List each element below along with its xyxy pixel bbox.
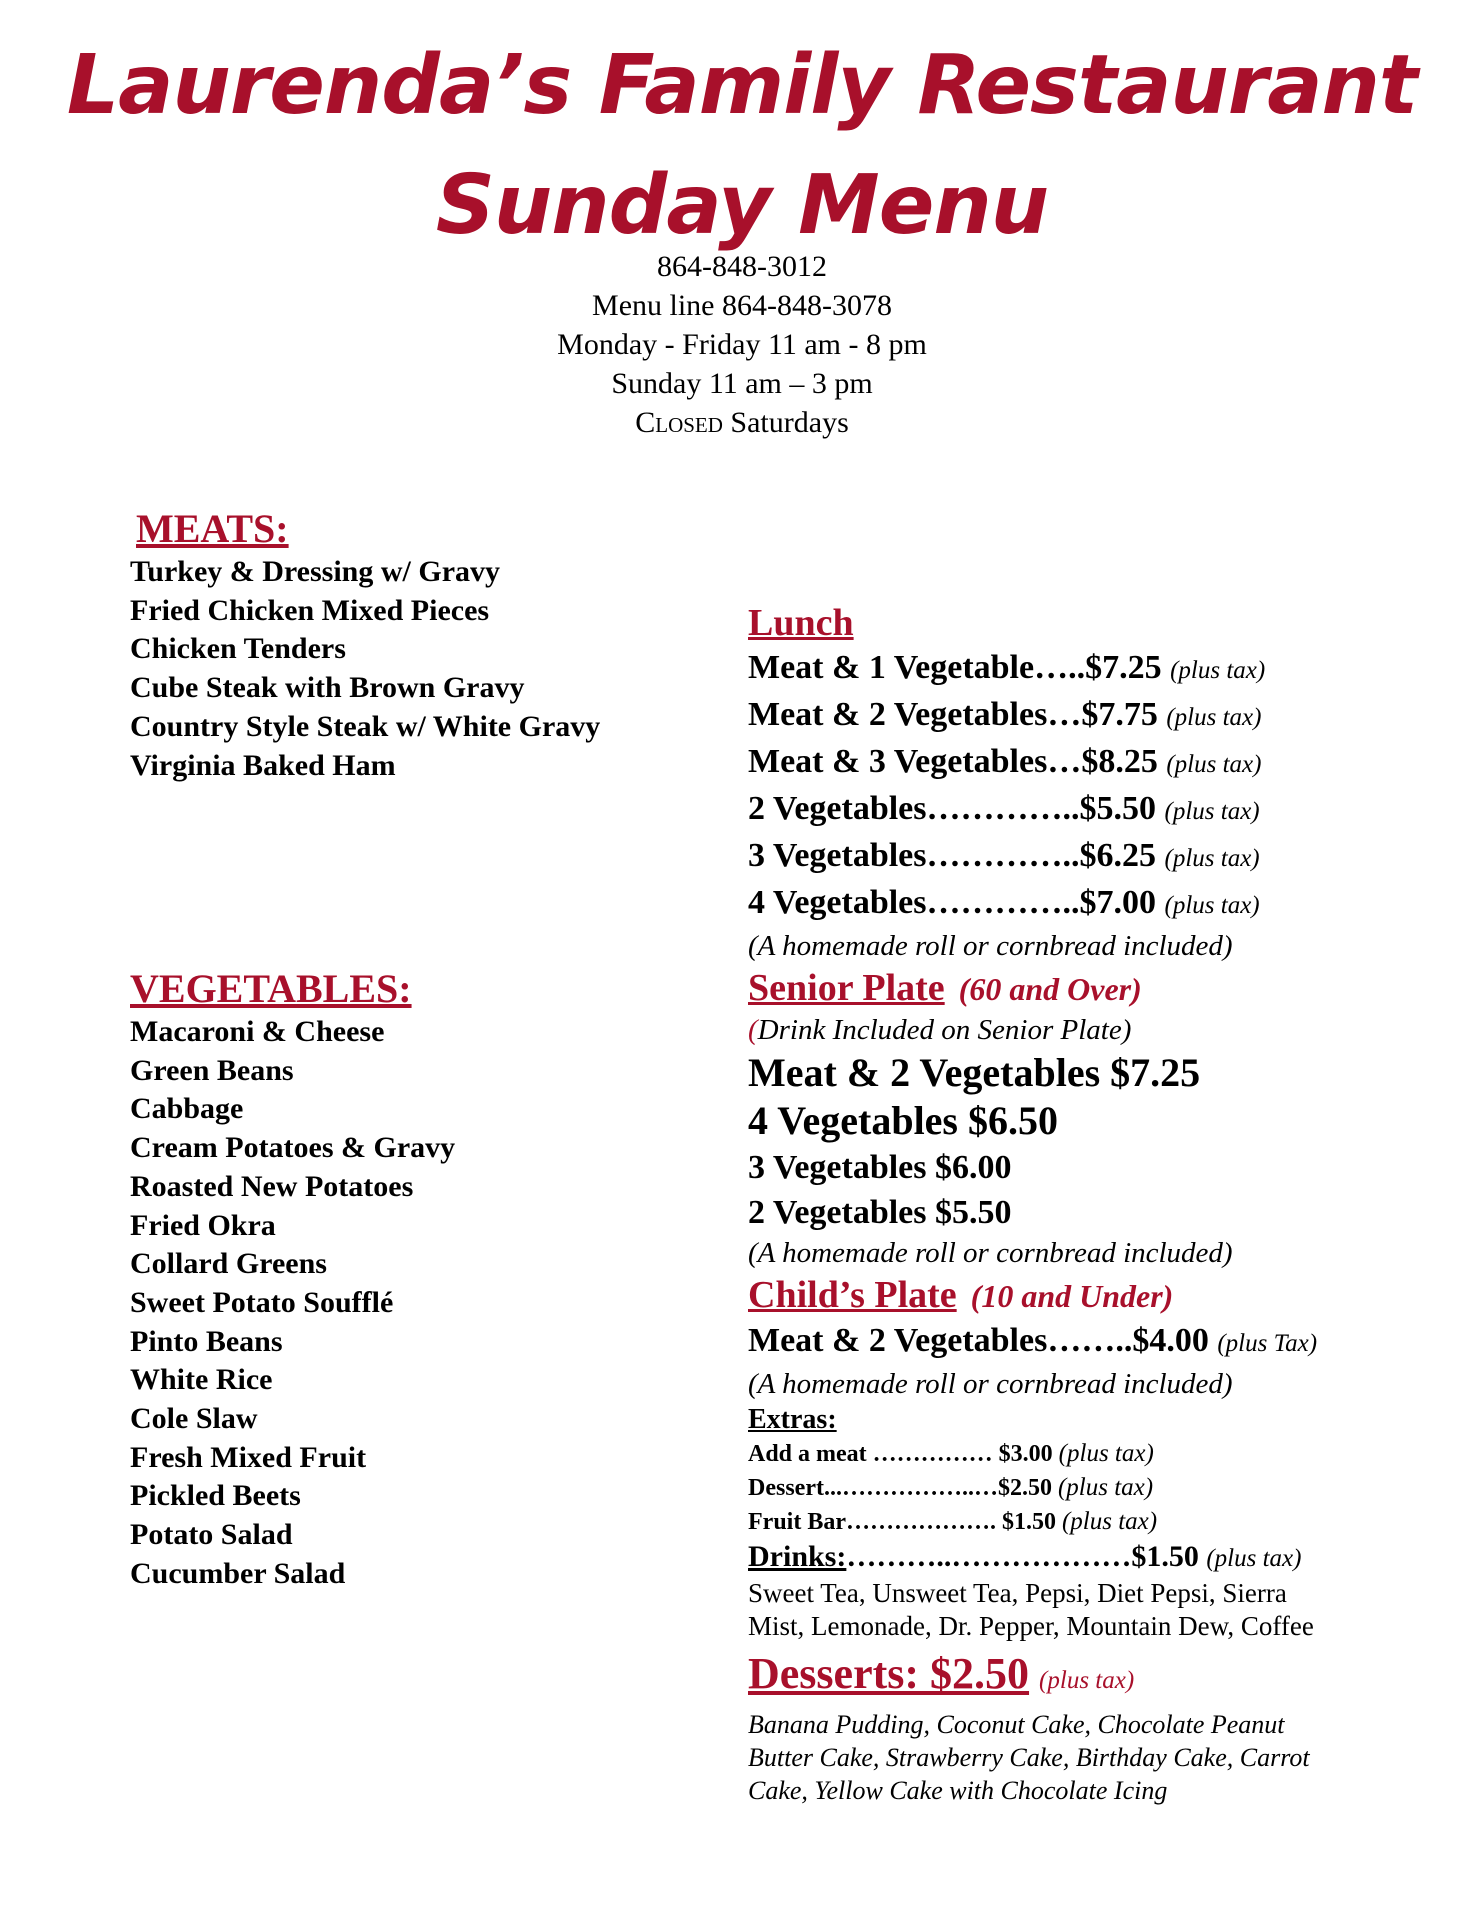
menu-line: Menu line 864-848-3078 bbox=[592, 289, 892, 322]
extra-item bbox=[748, 1505, 1448, 1539]
drinks-label: Drinks: bbox=[748, 1540, 847, 1573]
lunch-item bbox=[748, 787, 1448, 834]
senior-note-text: Drink Included on Senior Plate) bbox=[757, 1014, 1132, 1046]
vegetables-heading: VEGETABLES: bbox=[130, 966, 412, 1011]
closed-notice bbox=[0, 403, 1484, 442]
meats-heading: MEATS: bbox=[136, 506, 289, 551]
desserts-heading bbox=[748, 1647, 1448, 1708]
tax-note: (plus tax) bbox=[1170, 657, 1266, 684]
phone-number: 864-848-3012 bbox=[657, 250, 827, 283]
lunch-item bbox=[748, 740, 1448, 787]
extra-item-text: Add a meat …………… $3.00 bbox=[748, 1441, 1053, 1467]
list-item: Fresh Mixed Fruit bbox=[130, 1440, 367, 1474]
extra-item bbox=[748, 1471, 1448, 1505]
list-item: Cole Slaw bbox=[130, 1402, 258, 1436]
lunch-item-text: Meat & 1 Vegetable…..$7.25 bbox=[748, 649, 1162, 686]
senior-note: (A homemade roll or cornbread included) bbox=[748, 1237, 1233, 1269]
list-item: Macaroni & Cheese bbox=[130, 1015, 385, 1048]
lunch-item-text: Meat & 2 Vegetables…$7.75 bbox=[748, 696, 1158, 733]
drinks-price: ………..………………$1.50 bbox=[846, 1540, 1199, 1573]
lunch-item-text: 2 Vegetables…………..$5.50 bbox=[748, 790, 1156, 827]
senior-item: 3 Vegetables $6.00 bbox=[748, 1149, 1012, 1186]
restaurant-title: Laurenda’s Family Restaurant bbox=[66, 38, 1418, 133]
lunch-item bbox=[748, 834, 1448, 881]
desserts-list: Banana Pudding, Coconut Cake, Chocolate Peanut bbox=[748, 1710, 1285, 1739]
drinks-line bbox=[748, 1539, 1448, 1577]
senior-note-paren: ( bbox=[748, 1014, 758, 1046]
hours-weekday: Monday - Friday 11 am - 8 pm bbox=[557, 328, 927, 361]
list-item: Pinto Beans bbox=[130, 1324, 283, 1358]
pricing-column bbox=[748, 600, 1448, 1807]
senior-heading bbox=[748, 965, 1448, 1012]
closed-word: Closed bbox=[635, 406, 723, 439]
list-item: Green Beans bbox=[130, 1053, 294, 1087]
list-item: Chicken Tenders bbox=[130, 632, 346, 666]
tax-note: (plus Tax) bbox=[1217, 1330, 1318, 1357]
tax-note: (plus tax) bbox=[1166, 704, 1262, 731]
list-item: Country Style Steak w/ White Gravy bbox=[130, 709, 601, 743]
drinks-list: Mist, Lemonade, Dr. Pepper, Mountain Dew, Coffee bbox=[748, 1611, 1314, 1641]
list-item: Cube Steak with Brown Gravy bbox=[130, 671, 525, 705]
lunch-note: (A homemade roll or cornbread included) bbox=[748, 930, 1233, 962]
closed-day: Saturdays bbox=[722, 406, 849, 439]
list-item: Potato Salad bbox=[130, 1518, 293, 1552]
desserts-list: Butter Cake, Strawberry Cake, Birthday Cake, Carrot bbox=[748, 1743, 1310, 1772]
lunch-item bbox=[748, 881, 1448, 928]
child-qualifier: (10 and Under) bbox=[970, 1278, 1174, 1314]
tax-note: (plus tax) bbox=[1061, 1508, 1158, 1535]
senior-item: Meat & 2 Vegetables $7.25 bbox=[748, 1050, 1201, 1095]
meats-section bbox=[130, 505, 690, 785]
lunch-item-text: 3 Vegetables…………..$6.25 bbox=[748, 837, 1156, 874]
extra-item bbox=[748, 1437, 1448, 1471]
extras-heading: Extras: bbox=[748, 1404, 837, 1435]
list-item: Roasted New Potatoes bbox=[130, 1169, 414, 1203]
lunch-item bbox=[748, 693, 1448, 740]
child-note: (A homemade roll or cornbread included) bbox=[748, 1368, 1233, 1400]
child-item bbox=[748, 1319, 1448, 1366]
senior-drink-note bbox=[748, 1012, 1448, 1049]
drinks-list: Sweet Tea, Unsweet Tea, Pepsi, Diet Pepsi, Sierra bbox=[748, 1578, 1287, 1608]
hours-sunday: Sunday 11 am – 3 pm bbox=[611, 367, 873, 400]
tax-note: (plus tax) bbox=[1164, 892, 1260, 919]
list-item: Pickled Beets bbox=[130, 1479, 301, 1513]
lunch-item bbox=[748, 646, 1448, 693]
senior-item: 2 Vegetables $5.50 bbox=[748, 1194, 1012, 1231]
lunch-heading: Lunch bbox=[748, 602, 854, 644]
tax-note: (plus tax) bbox=[1164, 845, 1260, 872]
list-item: Collard Greens bbox=[130, 1247, 327, 1281]
senior-item: 4 Vegetables $6.50 bbox=[748, 1098, 1058, 1143]
child-heading-text: Child’s Plate bbox=[748, 1274, 957, 1316]
senior-qualifier: (60 and Over) bbox=[958, 971, 1142, 1007]
child-item-text: Meat & 2 Vegetables……..$4.00 bbox=[748, 1322, 1209, 1359]
list-item: White Rice bbox=[130, 1363, 273, 1397]
tax-note: (plus tax) bbox=[1039, 1667, 1135, 1694]
list-item: Virginia Baked Ham bbox=[130, 748, 396, 782]
list-item: Fried Chicken Mixed Pieces bbox=[130, 593, 490, 627]
desserts-heading-text: Desserts: $2.50 bbox=[748, 1649, 1030, 1698]
desserts-list: Cake, Yellow Cake with Chocolate Icing bbox=[748, 1776, 1168, 1805]
senior-heading-text: Senior Plate bbox=[748, 967, 945, 1009]
tax-note: (plus tax) bbox=[1206, 1545, 1302, 1572]
tax-note: (plus tax) bbox=[1057, 1474, 1154, 1501]
extra-item-text: Fruit Bar………………. $1.50 bbox=[748, 1509, 1056, 1535]
extra-item-text: Dessert...……………..…$2.50 bbox=[748, 1475, 1052, 1501]
list-item: Cucumber Salad bbox=[130, 1556, 346, 1590]
list-item: Turkey & Dressing w/ Gravy bbox=[130, 555, 501, 588]
list-item: Cream Potatoes & Gravy bbox=[130, 1131, 456, 1165]
list-item: Cabbage bbox=[130, 1092, 244, 1126]
contact-info bbox=[0, 247, 1484, 442]
tax-note: (plus tax) bbox=[1166, 751, 1262, 778]
lunch-item-text: 4 Vegetables…………..$7.00 bbox=[748, 884, 1156, 921]
child-heading bbox=[748, 1272, 1448, 1319]
vegetables-section bbox=[130, 965, 690, 1594]
menu-title: Sunday Menu bbox=[435, 158, 1049, 253]
tax-note: (plus tax) bbox=[1164, 798, 1260, 825]
list-item: Sweet Potato Soufflé bbox=[130, 1285, 394, 1319]
lunch-item-text: Meat & 3 Vegetables…$8.25 bbox=[748, 743, 1158, 780]
list-item: Fried Okra bbox=[130, 1208, 276, 1242]
tax-note: (plus tax) bbox=[1058, 1440, 1154, 1467]
